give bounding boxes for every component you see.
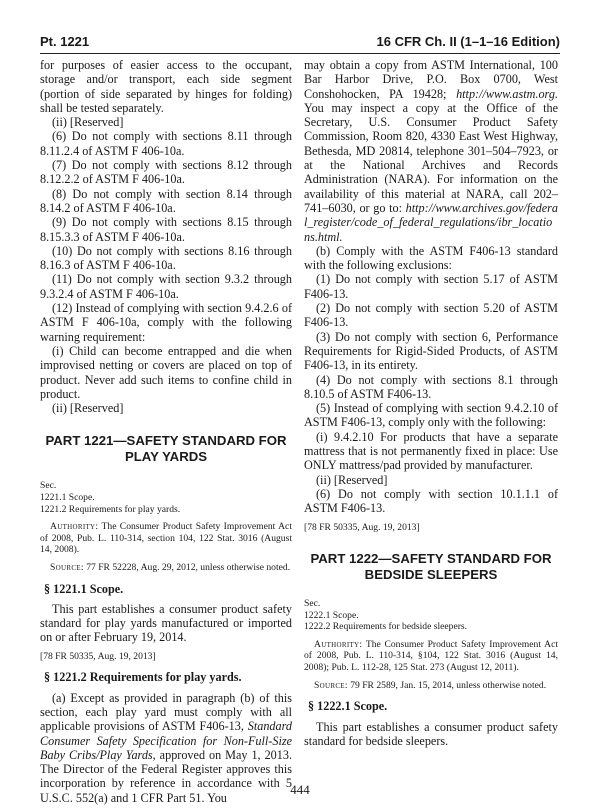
astm-url: http://www.astm.org. — [456, 86, 558, 101]
authority-note — [40, 521, 292, 556]
toc-entry: 1222.2 Requirements for bedside sleepers. — [304, 621, 468, 633]
citation-note: [78 FR 50335, Aug. 19, 2013] — [40, 650, 156, 662]
paragraph: (2) Do not comply with section 5.20 of ASTM F406-13. — [304, 301, 558, 330]
paragraph: (1) Do not comply with section 5.17 of ASTM F406-13. — [304, 272, 558, 301]
authority-text: The Consumer Product Safety Improvement Act of 2008, Pub. L. 110-314, section 104, 122 Stat. 3016 (August 14, 2008). — [40, 521, 292, 556]
paragraph: (5) Instead of complying with section 9.4.2.10 of ASTM F406-13, comply only with the following: — [304, 401, 558, 430]
header-rule — [40, 53, 560, 54]
source-label: Source: — [50, 561, 84, 573]
paragraph: (4) Do not comply with sections 8.1 through 8.10.5 of ASTM F406-13. — [304, 372, 558, 401]
paragraph: (a) Except as provided in paragraph (b) of this section, each play yard must comply with all applicable provisions of ASTM F406-13, Standard Consumer Safety Specification for Non-Full-Size Baby Cribs/Play Yards, approved on May 1, 2013. The Director of the Federal Register approves this incorporation by reference in accordance with 5 U.S.C. 552(a) and 1 CFR Part 51. You — [40, 690, 292, 805]
section-heading: § 1221.1 Scope. — [44, 581, 124, 596]
toc-label: Sec. — [304, 598, 321, 610]
paragraph: (i) Child can become entrapped and die when improvised netting or covers are placed on top of product. Never add such items to confine child in product. — [40, 343, 292, 401]
running-header — [40, 34, 560, 54]
source-text: 77 FR 52228, Aug. 29, 2012, unless otherwise noted. — [86, 561, 291, 573]
authority-note — [304, 639, 558, 674]
citation-note: [78 FR 50335, Aug. 19, 2013] — [304, 521, 420, 533]
paragraph: (6) Do not comply with sections 8.11 through 8.11.2.4 of ASTM F 406-10a. — [40, 129, 292, 158]
paragraph: (7) Do not comply with sections 8.12 through 8.12.2.2 of ASTM F 406-10a. — [40, 158, 292, 187]
paragraph: (10) Do not comply with sections 8.16 through 8.16.3 of ASTM F 406-10a. — [40, 243, 292, 273]
authority-text: The Consumer Product Safety Improvement Act of 2008, Pub. L. 110-314, §104, 122 Stat. 3016 (August 14, 2008); Pub. L. 112-28, 125 Stat. 273 (August 12, 2011). — [304, 638, 558, 674]
toc-entry: 1221.1 Scope. — [40, 492, 95, 504]
standard-title: Standard Consumer Safety Specification for Non-Full-Size Baby Cribs/Play Yards, — [40, 719, 292, 762]
part-title: PART 1222—SAFETY STANDARD FOR BEDSIDE SLEEPERS — [310, 551, 552, 582]
part-title: PART 1221—SAFETY STANDARD FOR PLAY YARDS — [45, 433, 287, 464]
source-note — [40, 562, 292, 574]
page-number: 444 — [290, 782, 310, 797]
part-label: Pt. 1221 — [40, 34, 90, 49]
paragraph: may obtain a copy from ASTM International, 100 Bar Harbor Drive, P.O. Box 0700, West Conshohocken, PA 19428; http://www.astm.org. You may inspect a copy at the Office of the Secretary, U.S. Consumer Product Safety Commission, Room 820, 4330 East West Highway, Bethesda, MD 20814, telephone 301–504–7923, or at the National Archives and Records Administration (NARA). For information on the availability of this material at NARA, call 202–741–6030, or go to: http://www.archives.gov/federal_register/code_of_federal_regulations/ibr_locations.html. — [304, 58, 558, 244]
toc-entry: 1221.2 Requirements for play yards. — [40, 503, 181, 515]
paragraph: (ii) [Reserved] — [52, 115, 124, 130]
paragraph: (i) 9.4.2.10 For products that have a separate mattress that is not permanently fixed in place: Use ONLY mattress/pad provided by manufacturer. — [304, 429, 558, 473]
right-column — [304, 58, 558, 748]
paragraph: This part establishes a consumer product safety standard for play yards manufactured or imported on or after February 19, 2014. — [40, 601, 292, 645]
paragraph: (3) Do not comply with section 6, Performance Requirements for Rigid-Sided Products, of ASTM F406-13, in its entirety. — [304, 329, 558, 373]
paragraph: This part establishes a consumer product safety standard for bedside sleepers. — [304, 719, 558, 748]
authority-label: Authority: — [50, 521, 99, 533]
section-heading: § 1221.2 Requirements for play yards. — [44, 670, 242, 685]
paragraph: (12) Instead of complying with section 9.4.2.6 of ASTM F 406-10a, comply with the following warning requirement: — [40, 301, 292, 344]
toc-label: Sec. — [40, 480, 57, 492]
source-label: Source: — [314, 679, 348, 691]
paragraph: (9) Do not comply with sections 8.15 through 8.15.3.3 of ASTM F 406-10a. — [40, 215, 292, 244]
toc-entry: 1222.1 Scope. — [304, 609, 359, 621]
source-text: 79 FR 2589, Jan. 15, 2014, unless otherwise noted. — [350, 679, 547, 691]
edition-label: 16 CFR Ch. II (1–1–16 Edition) — [376, 34, 560, 49]
left-column — [40, 58, 292, 805]
source-note — [304, 680, 558, 692]
section-heading: § 1222.1 Scope. — [308, 699, 388, 714]
paragraph: (b) Comply with the ASTM F406-13 standard with the following exclusions: — [304, 243, 558, 273]
authority-label: Authority: — [314, 638, 363, 650]
paragraph: for purposes of easier access to the occupant, storage and/or transport, each side segment (portion of side separated by hinges for folding) shall be tested separately. — [40, 58, 292, 115]
paragraph: (8) Do not comply with section 8.14 through 8.14.2 of ASTM F 406-10a. — [40, 186, 292, 215]
paragraph: (11) Do not comply with section 9.3.2 through 9.3.2.4 of ASTM F 406-10a. — [40, 272, 292, 301]
nara-url: http://www.archives.gov/federal_register/code_of_federal_regulations/ibr_locations.html. — [304, 200, 558, 244]
paragraph: (6) Do not comply with section 10.1.1.1 of ASTM F406-13. — [304, 486, 558, 516]
paragraph: (ii) [Reserved] — [316, 472, 388, 487]
paragraph: (ii) [Reserved] — [52, 401, 124, 416]
